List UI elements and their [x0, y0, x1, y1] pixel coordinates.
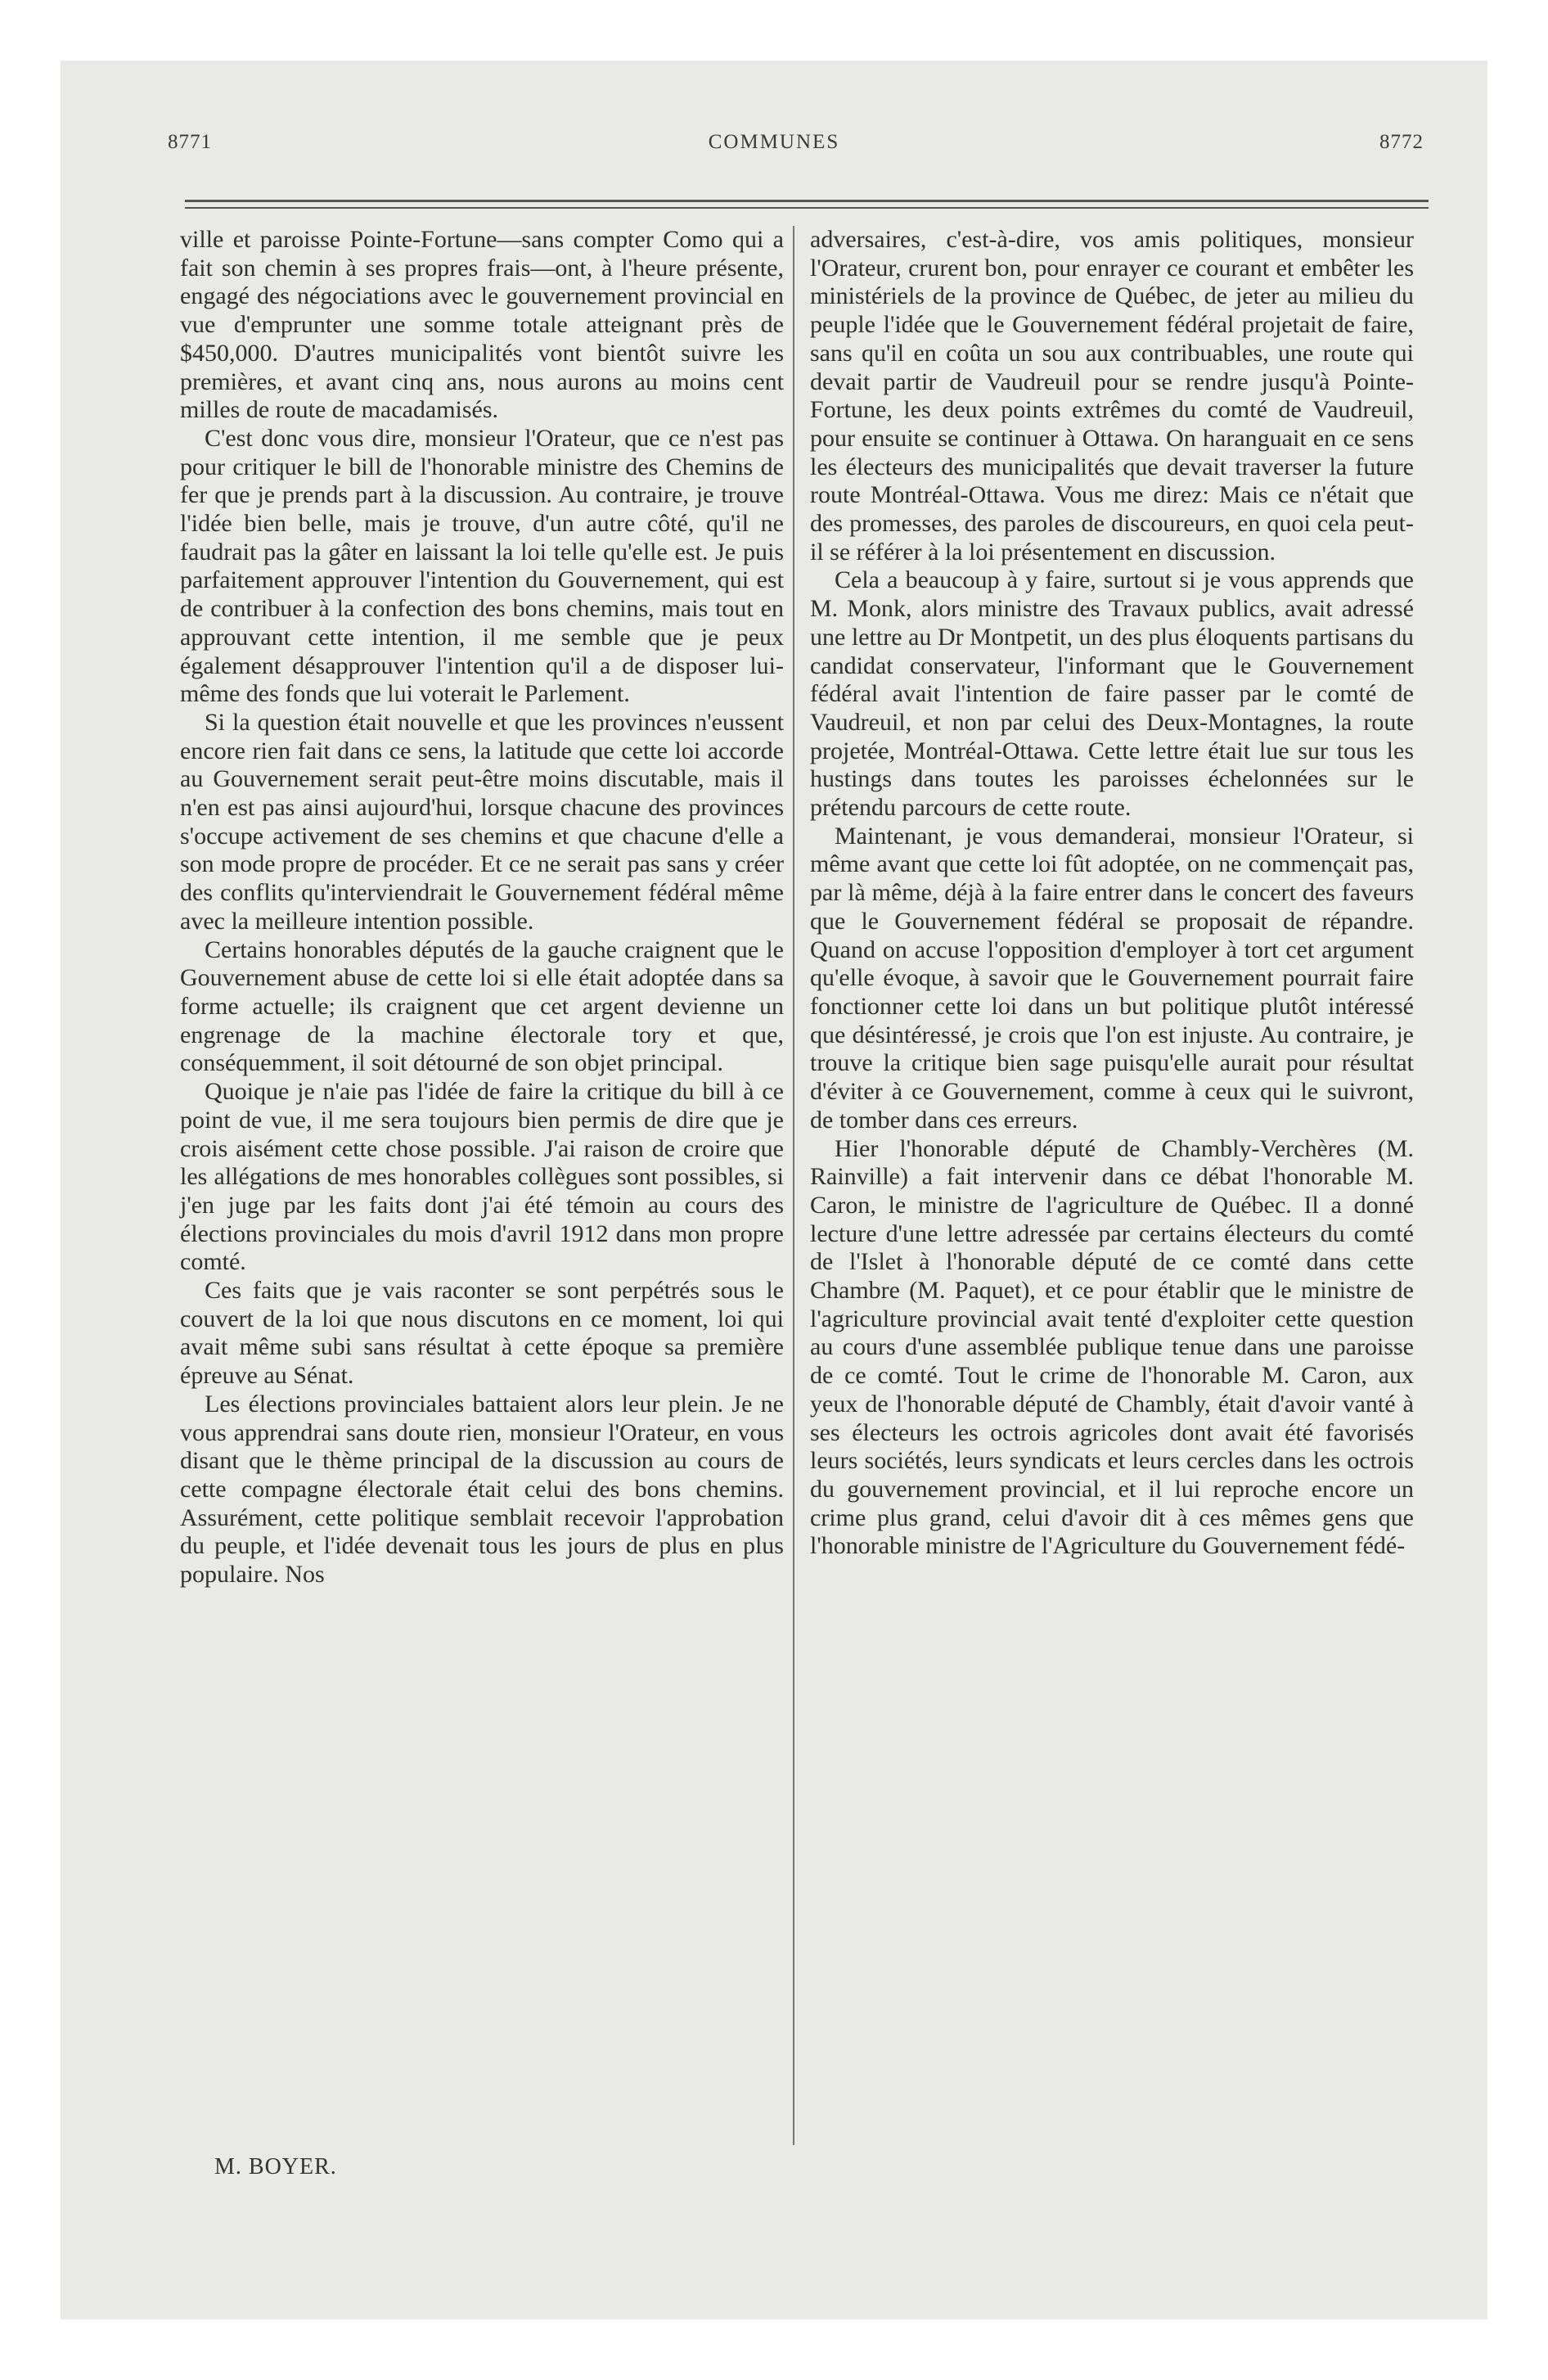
page-number-right: 8772 [1379, 131, 1424, 153]
paragraph: Certains honorables députés de la gauche craignent que le Gouvernement abuse de cette loi si elle était adoptée dans sa forme actuelle; ils craignent que cet argent devienne un engrenage de la machine électorale tory et que, conséquemment, il soit détourné de son objet principal. [180, 935, 784, 1077]
running-title: COMMUNES [708, 131, 840, 153]
header-rule-top [185, 200, 1429, 202]
column-divider [793, 226, 794, 2145]
paragraph: adversaires, c'est-à-dire, vos amis politiques, monsieur l'Orateur, crurent bon, pour enrayer ce courant et embêter les ministériels de la province de Québec, de jeter au milieu du peuple l'idée que le Gouvernement fédéral projetait de faire, sans qu'il en coûta un sou aux contribuables, une route qui devait partir de Vaudreuil pour se rendre jusqu'à Pointe-Fortune, les deux points extrêmes du comté de Vaudreuil, pour ensuite se continuer à Ottawa. On haranguait en ce sens les électeurs des municipalités que devait traverser la future route Montréal-Ottawa. Vous me direz: Mais ce n'était que des promesses, des paroles de discoureurs, en quoi cela peut-il se référer à la loi présentement en discussion. [810, 226, 1414, 566]
paragraph: Quoique je n'aie pas l'idée de faire la critique du bill à ce point de vue, il me sera toujours bien permis de dire que je crois aisément cette chose possible. J'ai raison de croire que les allégations de mes honorables collègues sont possibles, si j'en juge par les faits dont j'ai été témoin au cours des élections provinciales du mois d'avril 1912 dans mon propre comté. [180, 1078, 784, 1276]
paragraph: Ces faits que je vais raconter se sont perpétrés sous le couvert de la loi que nous discutons en ce moment, loi qui avait même subi sans résultat à cette époque sa première épreuve au Sénat. [180, 1277, 784, 1390]
paragraph: Les élections provinciales battaient alors leur plein. Je ne vous apprendrai sans doute rien, monsieur l'Orateur, en vous disant que le thème principal de la discussion au cours de cette compagne électorale était celui des bons chemins. Assurément, cette politique semblait recevoir l'approbation du peuple, et l'idée devenait tous les jours de plus en plus populaire. Nos [180, 1390, 784, 1589]
header-rule-bottom [185, 207, 1429, 209]
paragraph: Maintenant, je vous demanderai, monsieur l'Orateur, si même avant que cette loi fût adoptée, on ne commençait pas, par là même, déjà à la faire entrer dans le concert des faveurs que le Gouvernement fédéral se proposait de répandre. Quand on accuse l'opposition d'employer à tort cet argument qu'elle évoque, à savoir que le Gouvernement pourrait faire fonctionner cette loi dans un but politique plutôt intéressé que désintéressé, je crois que l'on est injuste. Au contraire, je trouve la critique bien sage puisqu'elle aurait pour résultat d'éviter à ce Gouvernement, comme à ceux qui le suivront, de tomber dans ces erreurs. [810, 822, 1414, 1134]
right-column [810, 226, 1414, 1561]
paragraph: Si la question était nouvelle et que les provinces n'eussent encore rien fait dans ce sens, la latitude que cette loi accorde au Gouvernement serait peut-être moins discutable, mais il n'en est pas ainsi aujourd'hui, lorsque chacune des provinces s'occupe activement de ses chemins et que chacune d'elle a son mode propre de procéder. Et ce ne serait pas sans y créer des conflits qu'interviendrait le Gouvernement fédéral même avec la meilleure intention possible. [180, 708, 784, 935]
paragraph: ville et paroisse Pointe-Fortune—sans compter Como qui a fait son chemin à ses propres frais—ont, à l'heure présente, engagé des négociations avec le gouvernement provincial en vue d'emprunter une somme totale atteignant près de $450,000. D'autres municipalités vont bientôt suivre les premières, et avant cinq ans, nous aurons au moins cent milles de route de macadamisés. [180, 226, 784, 424]
speaker-footer: M. BOYER. [214, 2154, 337, 2179]
paragraph: Hier l'honorable député de Chambly-Verchères (M. Rainville) a fait intervenir dans ce débat l'honorable M. Caron, le ministre de l'agriculture de Québec. Il a donné lecture d'une lettre adressée par certains électeurs du comté de l'Islet à l'honorable député de ce comté dans cette Chambre (M. Paquet), et ce pour établir que le ministre de l'agriculture provincial avait tenté d'exploiter cette question au cours d'une assemblée publique tenue dans une paroisse de ce comté. Tout le crime de l'honorable M. Caron, aux yeux de l'honorable député de Chambly, était d'avoir vanté à ses électeurs les octrois agricoles dont avait été favorisés leurs sociétés, leurs syndicats et leurs cercles dans les octrois du gouvernement provincial, et il lui reproche encore un crime plus grand, celui d'avoir dit à ces mêmes gens que l'honorable ministre de l'Agriculture du Gouvernement fédé- [810, 1134, 1414, 1560]
page-number-left: 8771 [168, 131, 212, 153]
paragraph: C'est donc vous dire, monsieur l'Orateur, que ce n'est pas pour critiquer le bill de l'honorable ministre des Chemins de fer que je prends part à la discussion. Au contraire, je trouve l'idée bien belle, mais je trouve, d'un autre côté, qu'il ne faudrait pas la gâter en laissant la loi telle qu'elle est. Je puis parfaitement approuver l'intention du Gouvernement, qui est de contribuer à la confection des bons chemins, mais tout en approuvant cette intention, il me semble que je peux également désapprouver l'intention qu'il a de disposer lui-même des fonds que lui voterait le Parlement. [180, 424, 784, 708]
paragraph: Cela a beaucoup à y faire, surtout si je vous apprends que M. Monk, alors ministre des Travaux publics, avait adressé une lettre au Dr Montpetit, un des plus éloquents partisans du candidat conservateur, l'informant que le Gouvernement fédéral avait l'intention de faire passer par le comté de Vaudreuil, et non par celui des Deux-Montagnes, la route projetée, Montréal-Ottawa. Cette lettre était lue sur tous les hustings dans toutes les paroisses échelonnées sur le prétendu parcours de cette route. [810, 566, 1414, 822]
left-column [180, 226, 784, 1589]
